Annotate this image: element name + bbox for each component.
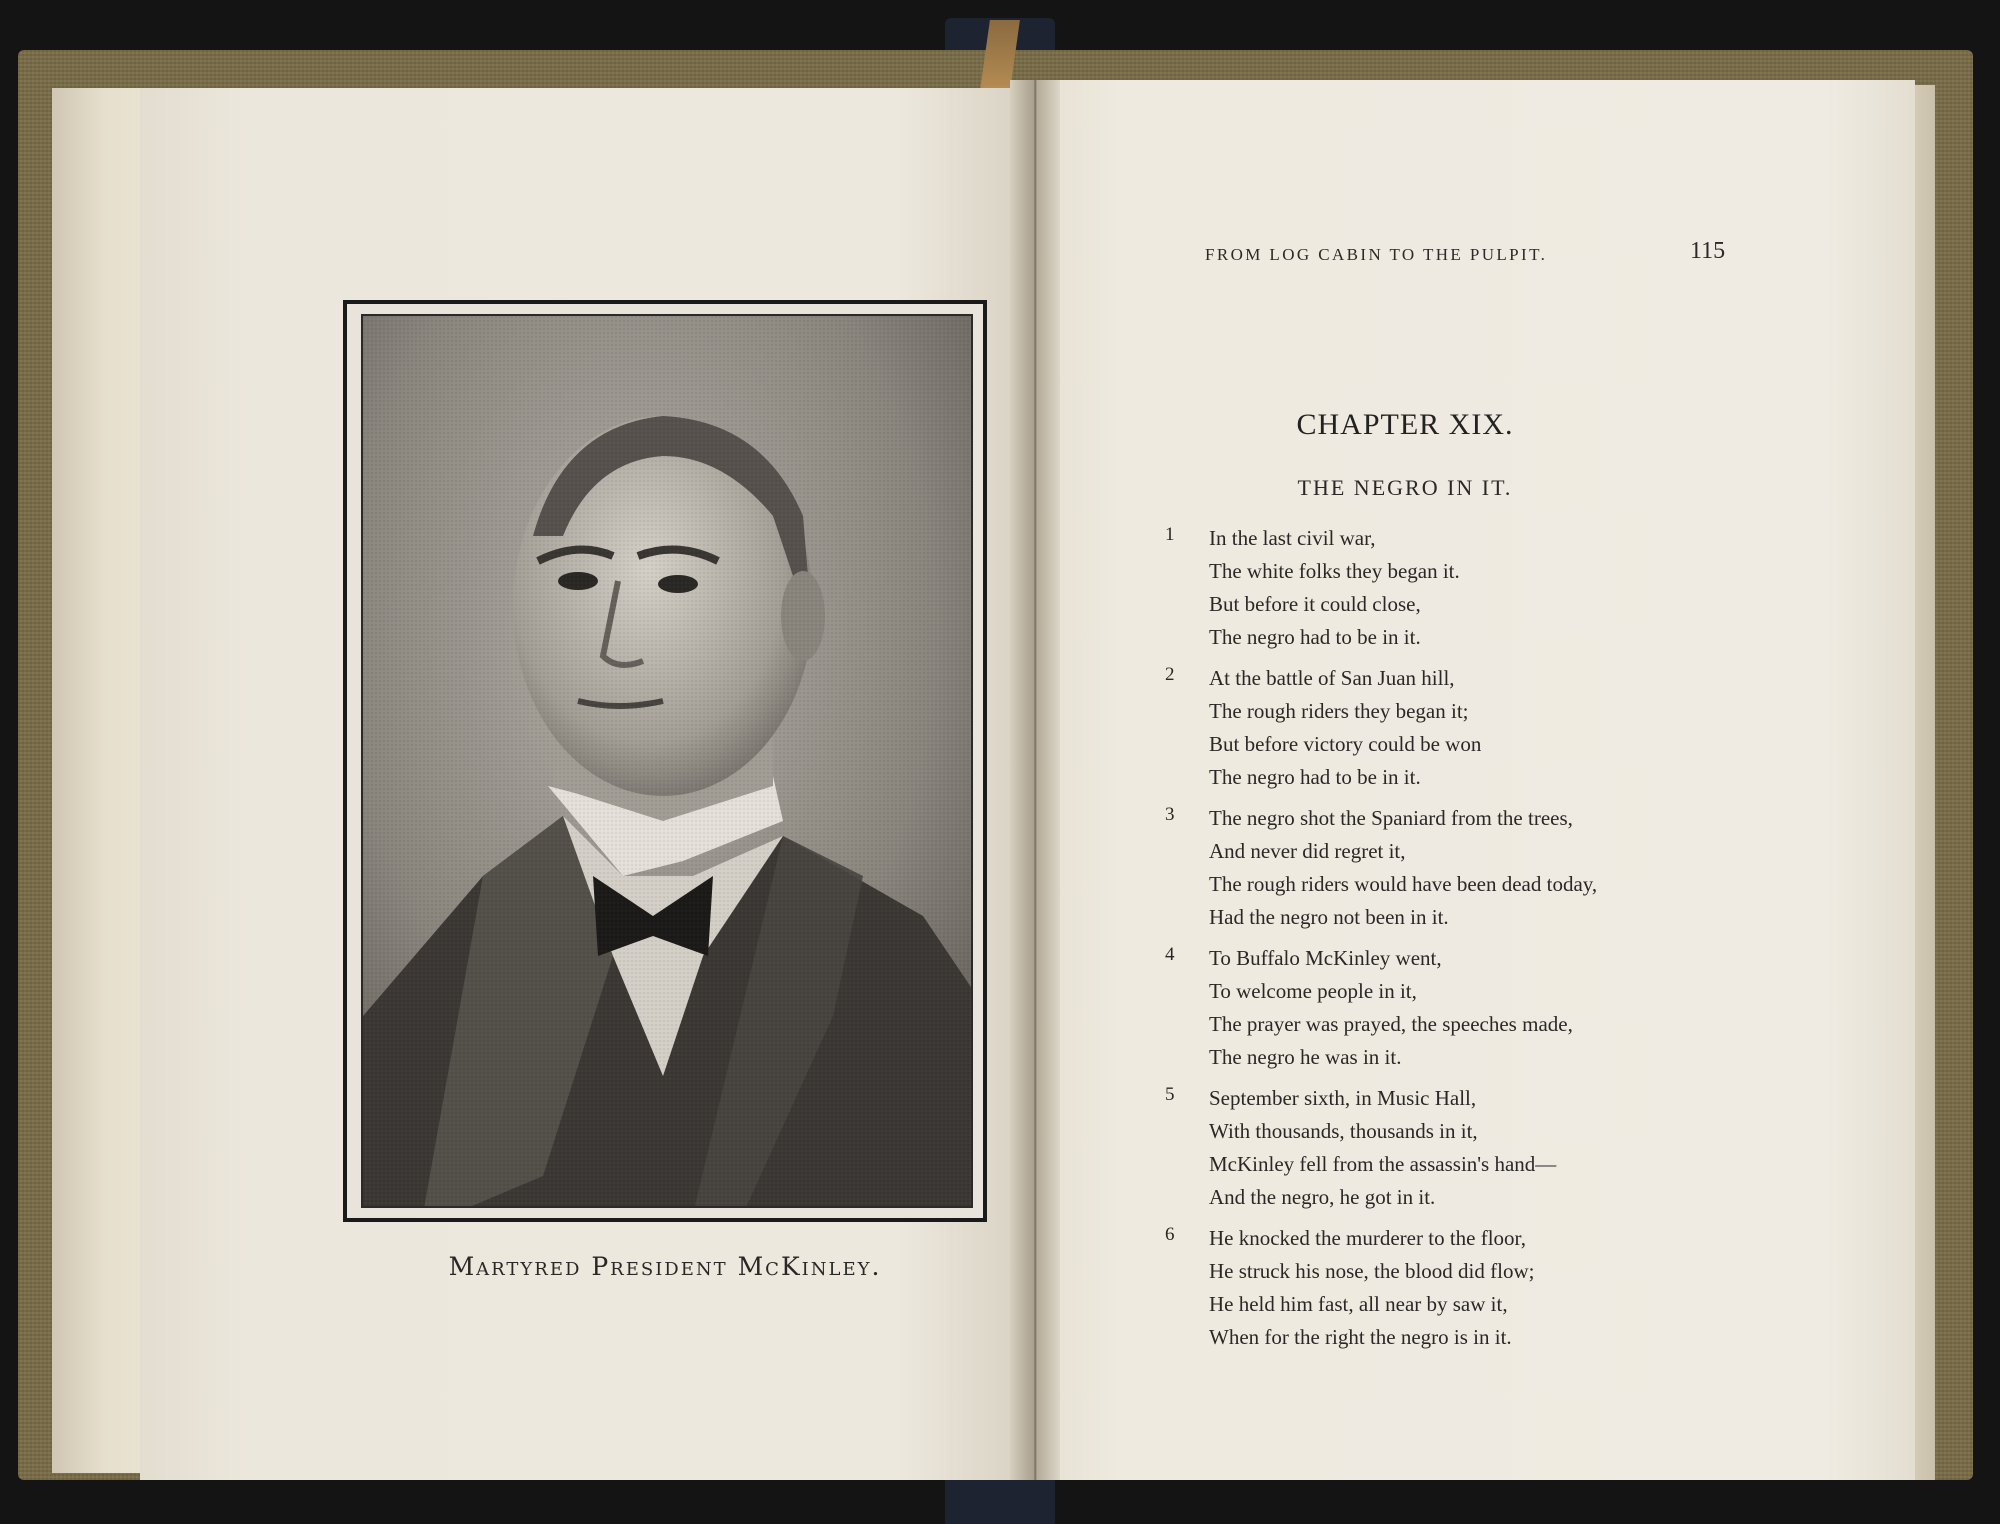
- verse-line: To welcome people in it,: [1209, 979, 1417, 1003]
- page-number: 115: [1690, 238, 1726, 264]
- stanza: [1165, 1082, 1725, 1214]
- stanza: [1165, 942, 1725, 1074]
- verse-line: The rough riders would have been dead today,: [1209, 872, 1598, 896]
- stanza-number: 3: [1165, 804, 1175, 825]
- verse-line: He knocked the murderer to the floor,: [1209, 1226, 1526, 1250]
- verse-line: And the negro, he got in it.: [1209, 1185, 1436, 1209]
- verse-line: Had the negro not been in it.: [1209, 905, 1449, 929]
- verse-line: September sixth, in Music Hall,: [1209, 1086, 1477, 1110]
- verse-line: To Buffalo McKinley went,: [1209, 946, 1442, 970]
- verse-line: At the battle of San Juan hill,: [1209, 666, 1455, 690]
- stanza-number: 5: [1165, 1084, 1175, 1105]
- verse-line: And never did regret it,: [1209, 839, 1406, 863]
- verse-line: The negro had to be in it.: [1209, 765, 1421, 789]
- stanza-number: 2: [1165, 664, 1175, 685]
- verse-line: When for the right the negro is in it.: [1209, 1325, 1512, 1349]
- verse-line: He held him fast, all near by saw it,: [1209, 1292, 1508, 1316]
- chapter-title: CHAPTER XIX.: [1296, 408, 1514, 441]
- portrait-caption: Martyred President McKinley.: [448, 1252, 882, 1281]
- verse-line: The negro shot the Spaniard from the trees,: [1209, 806, 1573, 830]
- portrait-image: [361, 314, 973, 1208]
- stanza-number: 1: [1165, 524, 1175, 545]
- verse-line: But before it could close,: [1209, 592, 1421, 616]
- stanza-number: 6: [1165, 1224, 1175, 1245]
- verse-line: But before victory could be won: [1209, 732, 1482, 756]
- verse-line: In the last civil war,: [1209, 526, 1376, 550]
- verse-line: The rough riders they began it;: [1209, 699, 1469, 723]
- stanza: [1165, 662, 1725, 794]
- stanza: [1165, 1222, 1725, 1354]
- verse-line: The negro he was in it.: [1209, 1045, 1402, 1069]
- stanza: [1165, 802, 1725, 934]
- verse-line: The prayer was prayed, the speeches made,: [1209, 1012, 1573, 1036]
- verse-line: The white folks they began it.: [1209, 559, 1460, 583]
- verse-line: With thousands, thousands in it,: [1209, 1119, 1478, 1143]
- stanza: [1165, 522, 1725, 654]
- portrait-plate: [343, 300, 987, 1222]
- running-head: FROM LOG CABIN TO THE PULPIT.: [1205, 245, 1548, 264]
- stanza-number: 4: [1165, 944, 1175, 965]
- verse-line: He struck his nose, the blood did flow;: [1209, 1259, 1535, 1283]
- verse-line: McKinley fell from the assassin's hand—: [1209, 1152, 1557, 1176]
- book-gutter: [1010, 80, 1060, 1480]
- chapter-subtitle: THE NEGRO IN IT.: [1297, 475, 1513, 500]
- verse-line: The negro had to be in it.: [1209, 625, 1421, 649]
